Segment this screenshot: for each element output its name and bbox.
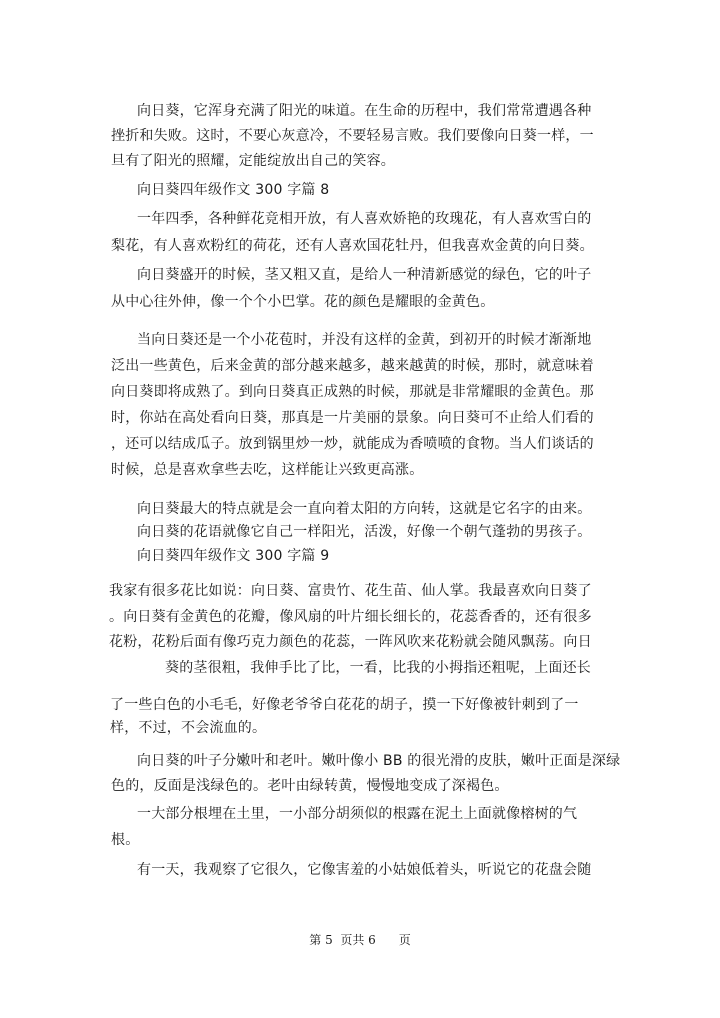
paragraph-line: 根。 <box>111 832 140 848</box>
page-footer: 第 5 页共 6 页 <box>309 933 411 947</box>
paragraph-line: 向日葵的叶子分嫩叶和老叶。嫩叶像小 BB 的很光滑的皮肤，嫩叶正面是深绿 <box>137 753 621 769</box>
paragraph-line: 旦有了阳光的照耀，定能绽放出自己的笑容。 <box>111 153 395 169</box>
section-heading: 向日葵四年级作文 300 字篇 9 <box>137 548 330 564</box>
paragraph-line: 时，你站在高处看向日葵，那真是一片美丽的景象。向日葵可不止给人们看的 <box>111 410 594 426</box>
paragraph-line: 向日葵即将成熟了。到向日葵真正成熟的时候，那就是非常耀眼的金黄色。那 <box>111 384 594 400</box>
paragraph-line: 向日葵最大的特点就是会一直向着太阳的方向转，这就是它名字的由来。 <box>137 501 592 517</box>
paragraph-line: 色的，反面是浅绿色的。老叶由绿转黄，慢慢地变成了深褐色。 <box>111 778 509 794</box>
paragraph-line: 样，不过，不会流血的。 <box>110 720 267 736</box>
paragraph-line: 一大部分根埋在土里，一小部分胡须似的根露在泥土上面就像榕树的气 <box>137 806 578 822</box>
paragraph-line: 。向日葵有金黄色的花瓣，像风扇的叶片细长细长的，花蕊香香的，还有很多 <box>109 609 592 625</box>
paragraph-line: 泛出一些黄色，后来金黄的部分越来越多，越来越黄的时候，那时，就意味着 <box>111 358 594 374</box>
paragraph-line: 梨花，有人喜欢粉红的荷花，还有人喜欢国花牡丹，但我喜欢金黄的向日葵。 <box>111 238 594 254</box>
paragraph-line: 有一天，我观察了它很久，它像害羞的小姑娘低着头，听说它的花盘会随 <box>137 862 592 878</box>
paragraph-line: 一年四季，各种鲜花竞相开放，有人喜欢娇艳的玫瑰花，有人喜欢雪白的 <box>137 211 592 227</box>
paragraph-line: 向日葵，它浑身充满了阳光的味道。在生命的历程中，我们常常遭遇各种 <box>137 103 592 119</box>
paragraph-line: 葵的茎很粗，我伸手比了比，一看，比我的小拇指还粗呢，上面还长 <box>165 660 591 676</box>
paragraph-line: 花粉，花粉后面有像巧克力颜色的花蕊，一阵风吹来花粉就会随风飘荡。向日 <box>109 634 592 650</box>
paragraph-line: 当向日葵还是一个小花苞时，并没有这样的金黄，到初开的时候才渐渐地 <box>137 332 592 348</box>
paragraph-line: 时候，总是喜欢拿些去吃，这样能让兴致更高涨。 <box>111 462 424 478</box>
paragraph-line: 挫折和失败。这时，不要心灰意冷，不要轻易言败。我们要像向日葵一样，一 <box>111 128 594 144</box>
paragraph-line: 从中心往外伸，像一个个小巴掌。花的颜色是耀眼的金黄色。 <box>111 294 495 310</box>
paragraph-line: ，还可以结成瓜子。放到锅里炒一炒，就能成为香喷喷的食物。当人们谈话的 <box>111 436 594 452</box>
section-heading: 向日葵四年级作文 300 字篇 8 <box>137 182 330 198</box>
paragraph-line: 向日葵的花语就像它自己一样阳光，活泼，好像一个朝气蓬勃的男孩子。 <box>137 524 592 540</box>
paragraph-line: 向日葵盛开的时候，茎又粗又直，是给人一种清新感觉的绿色，它的叶子 <box>137 267 592 283</box>
paragraph-line: 了一些白色的小毛毛，好像老爷爷白花花的胡子，摸一下好像被针刺到了一 <box>110 697 579 713</box>
paragraph-line: 我家有很多花比如说：向日葵、富贵竹、花生苗、仙人掌。我最喜欢向日葵了 <box>109 583 592 599</box>
